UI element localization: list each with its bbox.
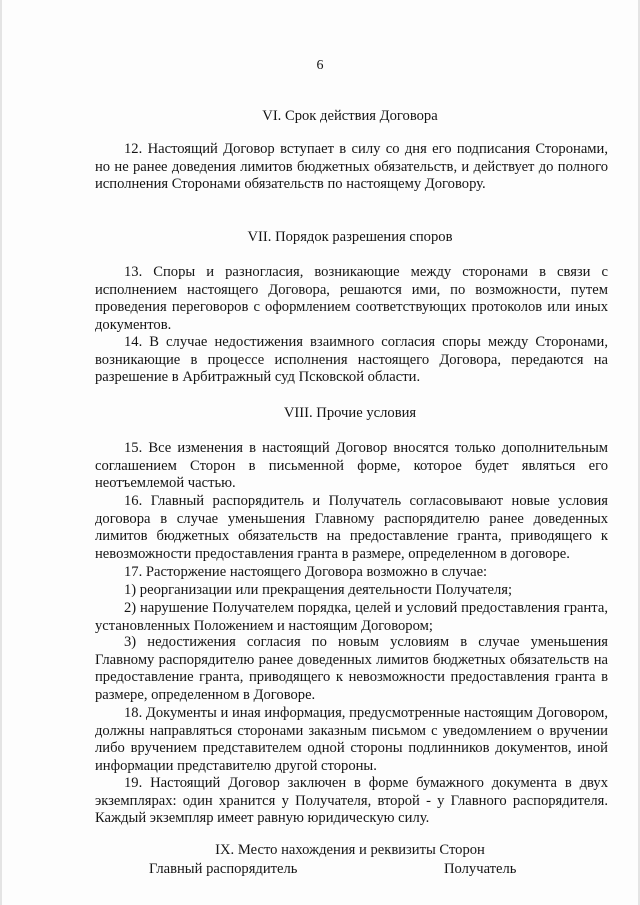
clause-19: 19. Настоящий Договор заключен в форме бумажного документа в двух экземплярах: один хранится у Получателя, второй - у Главного распорядителя. Каждый экземпляр имеет равную юридическую силу. (95, 775, 608, 826)
clause-12: 12. Настоящий Договор вступает в силу со дня его подписания Сторонами, но не ранее доведения лимитов бюджетных обязательств, и действует до полного исполнения Сторонами обязательств по настоящему Договору. (95, 141, 608, 192)
section-heading-viii: VIII. Прочие условия (283, 405, 417, 421)
section-heading-vi: VI. Срок действия Договора (262, 108, 438, 124)
clause-15: 15. Все изменения в настоящий Договор вносятся только дополнительным соглашением Сторон в письменной форме, которое будет являться его неотъемлемой частью. (95, 440, 608, 491)
clause-14: 14. В случае недостижения взаимного согласия споры между Сторонами, возникающие в процессе исполнения настоящего Договора, передаются на разрешение в Арбитражный суд Псковской области. (95, 334, 608, 385)
section-heading-ix: IX. Место нахождения и реквизиты Сторон (215, 842, 485, 858)
clause-17-item-1: 1) реорганизации или прекращения деятельности Получателя; (124, 582, 513, 598)
clause-17-item-2: 2) нарушение Получателем порядка, целей и условий предоставления гранта, установленных Положением и настоящим Договором; (95, 600, 608, 634)
clause-17-item-3: 3) недостижения согласия по новым условиям в случае уменьшения Главному распорядителю ранее доведенных лимитов бюджетных обязательств на предоставление гранта, приводящего к невозможности предоставления гранта в размере, определенном в Договоре. (95, 634, 608, 703)
section-heading-vii: VII. Порядок разрешения споров (247, 229, 453, 245)
clause-17: 17. Расторжение настоящего Договора возможно в случае: (124, 564, 488, 580)
scan-edge-left (0, 0, 2, 905)
page-number: 6 (316, 58, 324, 73)
column-heading-chief-distributor: Главный распорядитель (149, 861, 298, 877)
clause-18: 18. Документы и иная информация, предусмотренные настоящим Договором, должны направляться сторонами заказным письмом с уведомлением о вручении либо вручением представителем одной стороны подлинников документов, иной информации представителю другой стороны. (95, 705, 608, 774)
clause-13: 13. Споры и разногласия, возникающие между сторонами в связи с исполнением настоящего Договора, решаются ими, по возможности, путем проведения переговоров с оформлением соответствующих протоколов или иных документов. (95, 264, 608, 333)
column-heading-recipient: Получатель (444, 861, 517, 877)
clause-16: 16. Главный распорядитель и Получатель согласовывают новые условия договора в случае уменьшения Главному распорядителю ранее доведенных лимитов бюджетных обязательств на предоставление гранта, приводящего к невозможности предоставления гранта в размере, определенном в договоре. (95, 493, 608, 562)
